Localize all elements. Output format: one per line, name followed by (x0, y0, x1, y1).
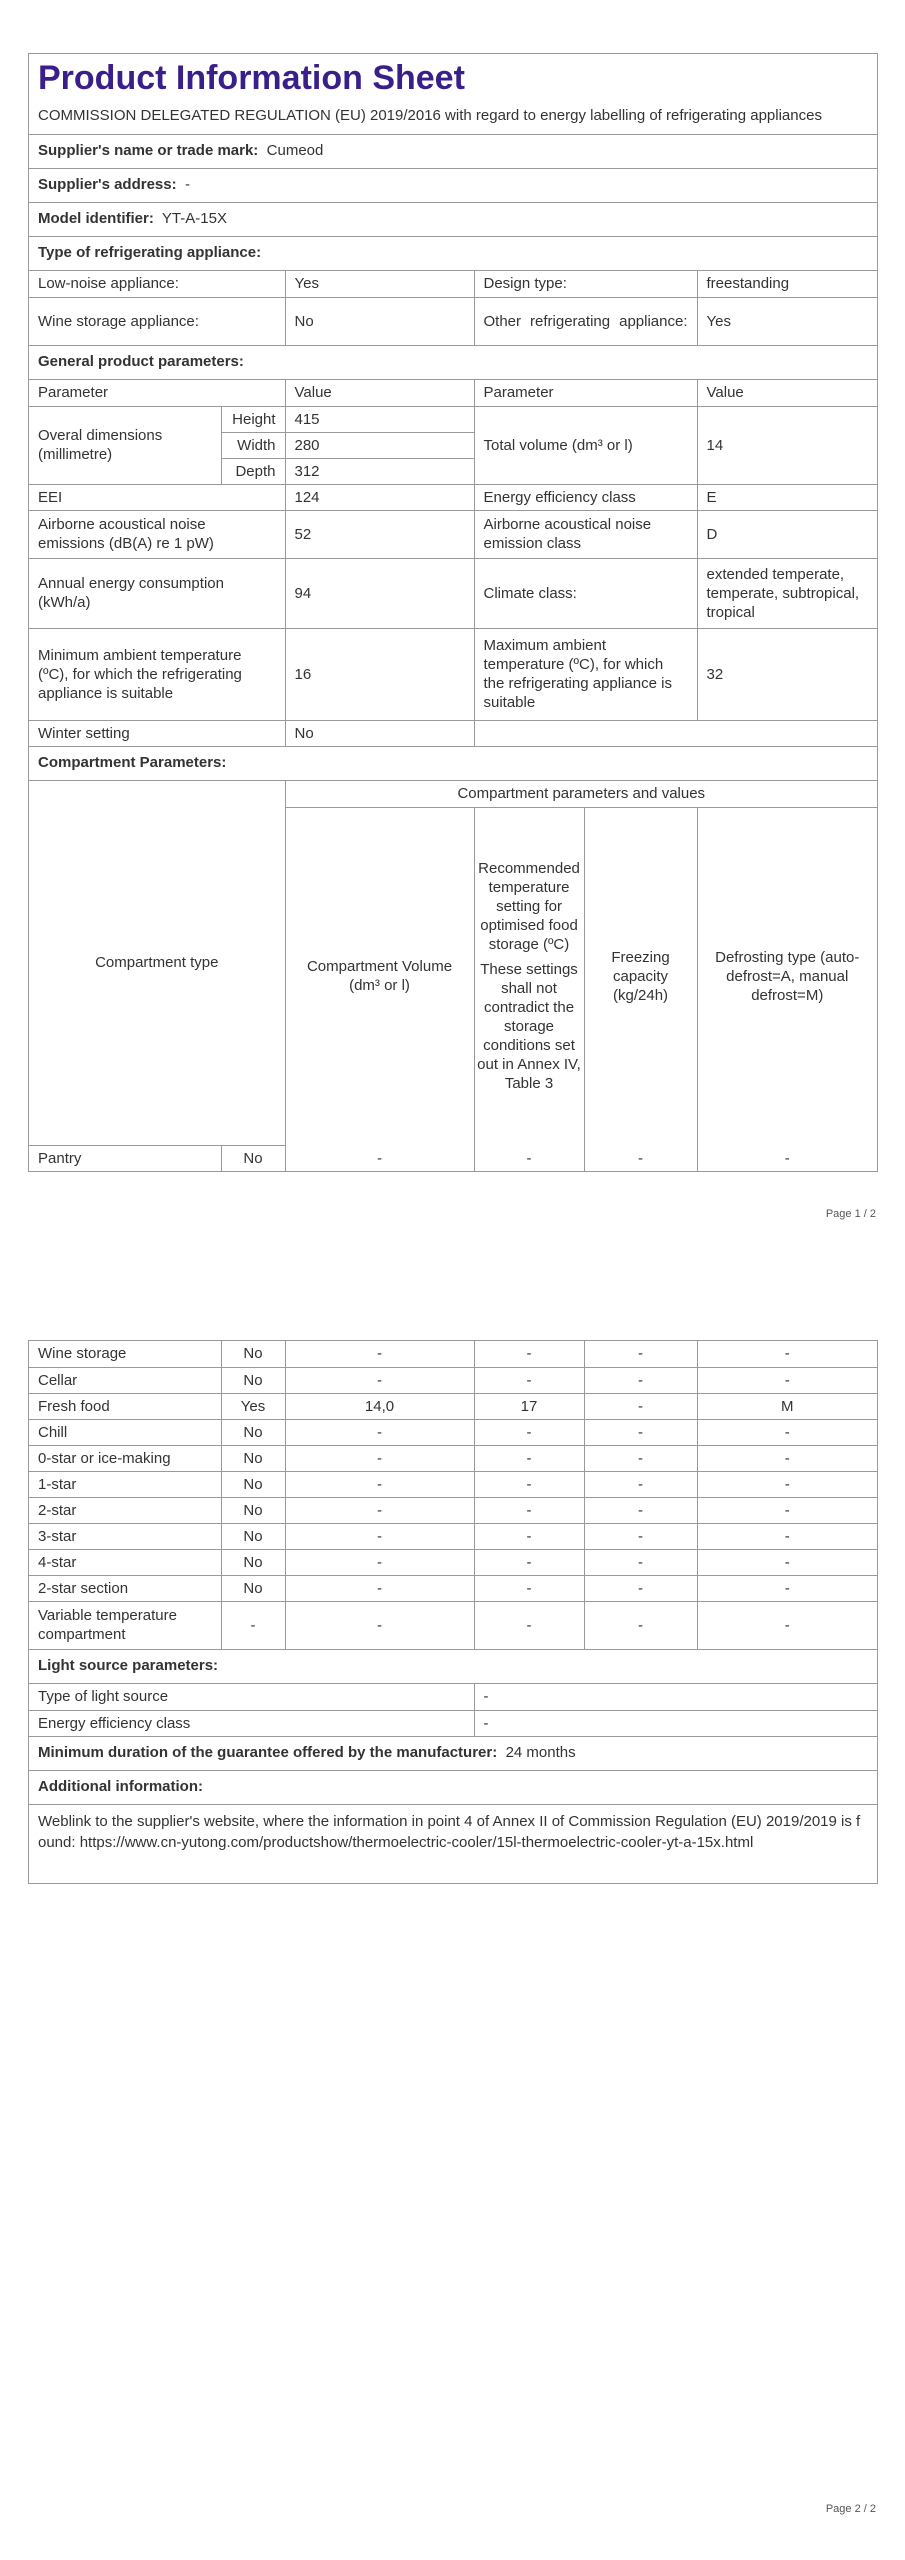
volume-header: Compartment Volume (dm³ or l) (285, 807, 474, 1145)
compartment-freezing: - (584, 1523, 697, 1549)
compartment-temperature: - (474, 1601, 584, 1649)
compartment-temperature: - (474, 1497, 584, 1523)
compartment-defrost: - (697, 1471, 877, 1497)
compartment-freezing: - (584, 1145, 697, 1171)
compartment-defrost: - (697, 1367, 877, 1393)
additional-heading: Additional information: (29, 1771, 877, 1805)
regulation-text: COMMISSION DELEGATED REGULATION (EU) 2019/2016 with regard to energy labelling of refrigerating appliances (38, 107, 822, 124)
header-parameter: Parameter (29, 380, 285, 406)
compartment-volume: - (285, 1341, 474, 1367)
compartment-volume: - (285, 1601, 474, 1649)
compartment-volume: - (285, 1549, 474, 1575)
defrost-header: Defrosting type (auto-defrost=A, manual defrost=M) (697, 807, 877, 1145)
type-table-block (29, 271, 877, 346)
compartment-temperature: - (474, 1549, 584, 1575)
low-noise-value: Yes (285, 271, 474, 297)
compartment-present: No (221, 1445, 285, 1471)
compartment-row (29, 1393, 877, 1419)
header-block (29, 54, 877, 135)
compartment-freezing: - (584, 1341, 697, 1367)
compartment-present: No (221, 1145, 285, 1171)
compartment-name: Chill (29, 1419, 221, 1445)
compartment-volume: - (285, 1445, 474, 1471)
address-value: - (184, 176, 190, 193)
compartment-temperature: - (474, 1367, 584, 1393)
light-class-value: - (474, 1710, 877, 1736)
wine-value: No (285, 297, 474, 345)
compartment-present: No (221, 1575, 285, 1601)
compartment-group-header: Compartment parameters and values (285, 781, 877, 807)
compartment-freezing: - (584, 1549, 697, 1575)
noise-class-value: D (697, 510, 877, 558)
dimensions-label: Overal dimensions (millimetre) (29, 406, 221, 484)
light-type-label: Type of light source (29, 1684, 474, 1710)
compartment-table (29, 781, 877, 1171)
compartment-freezing: - (584, 1393, 697, 1419)
compartment-name: 0-star or ice-making (29, 1445, 221, 1471)
max-temp-label: Maximum ambient temperature (ºC), for which the refrigerating appliance is suitable (474, 628, 697, 720)
header-value-2: Value (697, 380, 877, 406)
compartment-name: Cellar (29, 1367, 221, 1393)
compartment-defrost: - (697, 1523, 877, 1549)
light-table-block (29, 1684, 877, 1737)
compartment-temperature: - (474, 1145, 584, 1171)
compartment-freezing: - (584, 1471, 697, 1497)
compartment-defrost: - (697, 1445, 877, 1471)
compartment-row (29, 1497, 877, 1523)
model-row (29, 203, 877, 237)
compartment-temperature: - (474, 1445, 584, 1471)
compartment-name: 3-star (29, 1523, 221, 1549)
page-number-2: Page 2 / 2 (825, 2503, 876, 2515)
low-noise-label: Low-noise appliance: (29, 271, 285, 297)
compartment-volume: - (285, 1523, 474, 1549)
general-heading: General product parameters: (29, 346, 877, 380)
compartment-defrost: - (697, 1601, 877, 1649)
compartment-present: No (221, 1341, 285, 1367)
type-heading: Type of refrigerating appliance: (29, 237, 877, 271)
height-value: 415 (285, 406, 474, 432)
temperature-header-line2: These settings shall not contradict the storage conditions set out in Annex IV, Table 3 (477, 961, 581, 1093)
supplier-row (29, 135, 877, 169)
compartment-temperature: - (474, 1341, 584, 1367)
guarantee-value: 24 months (505, 1744, 576, 1761)
compartment-table-2 (29, 1341, 877, 1649)
compartment-volume: - (285, 1497, 474, 1523)
compartment-volume: - (285, 1367, 474, 1393)
total-volume-value: 14 (697, 406, 877, 484)
compartment-defrost: - (697, 1497, 877, 1523)
light-table (29, 1684, 877, 1736)
climate-value: extended temperate, temperate, subtropical, tropical (697, 558, 877, 628)
compartment-name: 1-star (29, 1471, 221, 1497)
energy-class-value: E (697, 484, 877, 510)
compartment-table-block (29, 781, 877, 1171)
compartment-freezing: - (584, 1367, 697, 1393)
compartment-row (29, 1523, 877, 1549)
noise-label: Airborne acoustical noise emissions (dB(A) re 1 pW) (29, 510, 285, 558)
compartment-volume: - (285, 1471, 474, 1497)
noise-value: 52 (285, 510, 474, 558)
compartment-row (29, 1471, 877, 1497)
design-label: Design type: (474, 271, 697, 297)
energy-class-label: Energy efficiency class (474, 484, 697, 510)
compartment-table-2-block (29, 1341, 877, 1650)
wine-label: Wine storage appliance: (29, 297, 285, 345)
eei-value: 124 (285, 484, 474, 510)
general-table-block (29, 380, 877, 747)
guarantee-row (29, 1737, 877, 1771)
compartment-row (29, 1549, 877, 1575)
compartment-present: No (221, 1367, 285, 1393)
compartment-temperature: - (474, 1471, 584, 1497)
annual-energy-value: 94 (285, 558, 474, 628)
compartment-row (29, 1145, 877, 1171)
compartment-present: - (221, 1601, 285, 1649)
light-type-value: - (474, 1684, 877, 1710)
address-row (29, 169, 877, 203)
compartment-row (29, 1419, 877, 1445)
max-temp-value: 32 (697, 628, 877, 720)
compartment-name: Wine storage (29, 1341, 221, 1367)
compartment-name: Fresh food (29, 1393, 221, 1419)
model-label: Model identifier: (38, 210, 154, 227)
other-label: Other refrigerating appliance: (474, 297, 697, 345)
width-label: Width (221, 432, 285, 458)
temperature-header-line1: Recommended temperature setting for optimised food storage (ºC) (478, 860, 580, 954)
compartment-name: 4-star (29, 1549, 221, 1575)
compartment-freezing: - (584, 1419, 697, 1445)
type-table (29, 271, 877, 345)
compartment-name: 2-star (29, 1497, 221, 1523)
annual-energy-label: Annual energy consumption (kWh/a) (29, 558, 285, 628)
compartment-temperature: - (474, 1419, 584, 1445)
page-title: Product Information Sheet (38, 59, 465, 97)
header-parameter-2: Parameter (474, 380, 697, 406)
compartment-defrost: - (697, 1419, 877, 1445)
compartment-present: No (221, 1471, 285, 1497)
header-value: Value (285, 380, 474, 406)
compartment-present: No (221, 1523, 285, 1549)
compartment-heading: Compartment Parameters: (29, 747, 877, 781)
page-2 (28, 1340, 878, 1884)
depth-label: Depth (221, 458, 285, 484)
temperature-header (474, 807, 584, 1145)
freezing-header: Freezing capacity (kg/24h) (584, 807, 697, 1145)
compartment-freezing: - (584, 1575, 697, 1601)
compartment-row (29, 1445, 877, 1471)
depth-value: 312 (285, 458, 474, 484)
compartment-name: Variable temperature compartment (29, 1601, 221, 1649)
compartment-present: No (221, 1419, 285, 1445)
compartment-present: No (221, 1497, 285, 1523)
guarantee-label: Minimum duration of the guarantee offered by the manufacturer: (38, 1744, 498, 1761)
page-1 (28, 53, 878, 1172)
compartment-temperature: 17 (474, 1393, 584, 1419)
light-class-label: Energy efficiency class (29, 1710, 474, 1736)
climate-label: Climate class: (474, 558, 697, 628)
light-heading: Light source parameters: (29, 1650, 877, 1684)
winter-empty (474, 720, 877, 746)
page-number-1: Page 1 / 2 (825, 1208, 876, 1220)
compartment-temperature: - (474, 1575, 584, 1601)
other-value: Yes (697, 297, 877, 345)
compartment-volume: 14,0 (285, 1393, 474, 1419)
compartment-row (29, 1601, 877, 1649)
min-temp-label: Minimum ambient temperature (ºC), for which the refrigerating appliance is suitable (29, 628, 285, 720)
compartment-type-header: Compartment type (29, 781, 285, 1145)
winter-label: Winter setting (29, 720, 285, 746)
weblink-text: Weblink to the supplier's website, where the information in point 4 of Annex II of Commission Regulation (EU) 2019/2019 is found: https://www.cn-yutong.com/productshow/thermoelectric-cooler/15l-thermoelectric-cooler-yt-a-15x.html (38, 1813, 861, 1851)
compartment-row (29, 1341, 877, 1367)
winter-value: No (285, 720, 474, 746)
width-value: 280 (285, 432, 474, 458)
address-label: Supplier's address: (38, 176, 177, 193)
compartment-defrost: M (697, 1393, 877, 1419)
supplier-label: Supplier's name or trade mark: (38, 142, 259, 159)
compartment-present: No (221, 1549, 285, 1575)
min-temp-value: 16 (285, 628, 474, 720)
compartment-volume: - (285, 1145, 474, 1171)
compartment-row (29, 1575, 877, 1601)
compartment-defrost: - (697, 1145, 877, 1171)
general-table (29, 380, 877, 746)
compartment-defrost: - (697, 1575, 877, 1601)
compartment-temperature: - (474, 1523, 584, 1549)
compartment-defrost: - (697, 1341, 877, 1367)
compartment-freezing: - (584, 1601, 697, 1649)
total-volume-label: Total volume (dm³ or l) (474, 406, 697, 484)
compartment-volume: - (285, 1419, 474, 1445)
compartment-name: 2-star section (29, 1575, 221, 1601)
compartment-present: Yes (221, 1393, 285, 1419)
compartment-volume: - (285, 1575, 474, 1601)
compartment-freezing: - (584, 1497, 697, 1523)
compartment-name: Pantry (29, 1145, 221, 1171)
noise-class-label: Airborne acoustical noise emission class (474, 510, 697, 558)
eei-label: EEI (29, 484, 285, 510)
model-value: YT-A-15X (161, 210, 227, 227)
compartment-row (29, 1367, 877, 1393)
compartment-freezing: - (584, 1445, 697, 1471)
compartment-defrost: - (697, 1549, 877, 1575)
design-value: freestanding (697, 271, 877, 297)
supplier-value: Cumeod (266, 142, 324, 159)
height-label: Height (221, 406, 285, 432)
